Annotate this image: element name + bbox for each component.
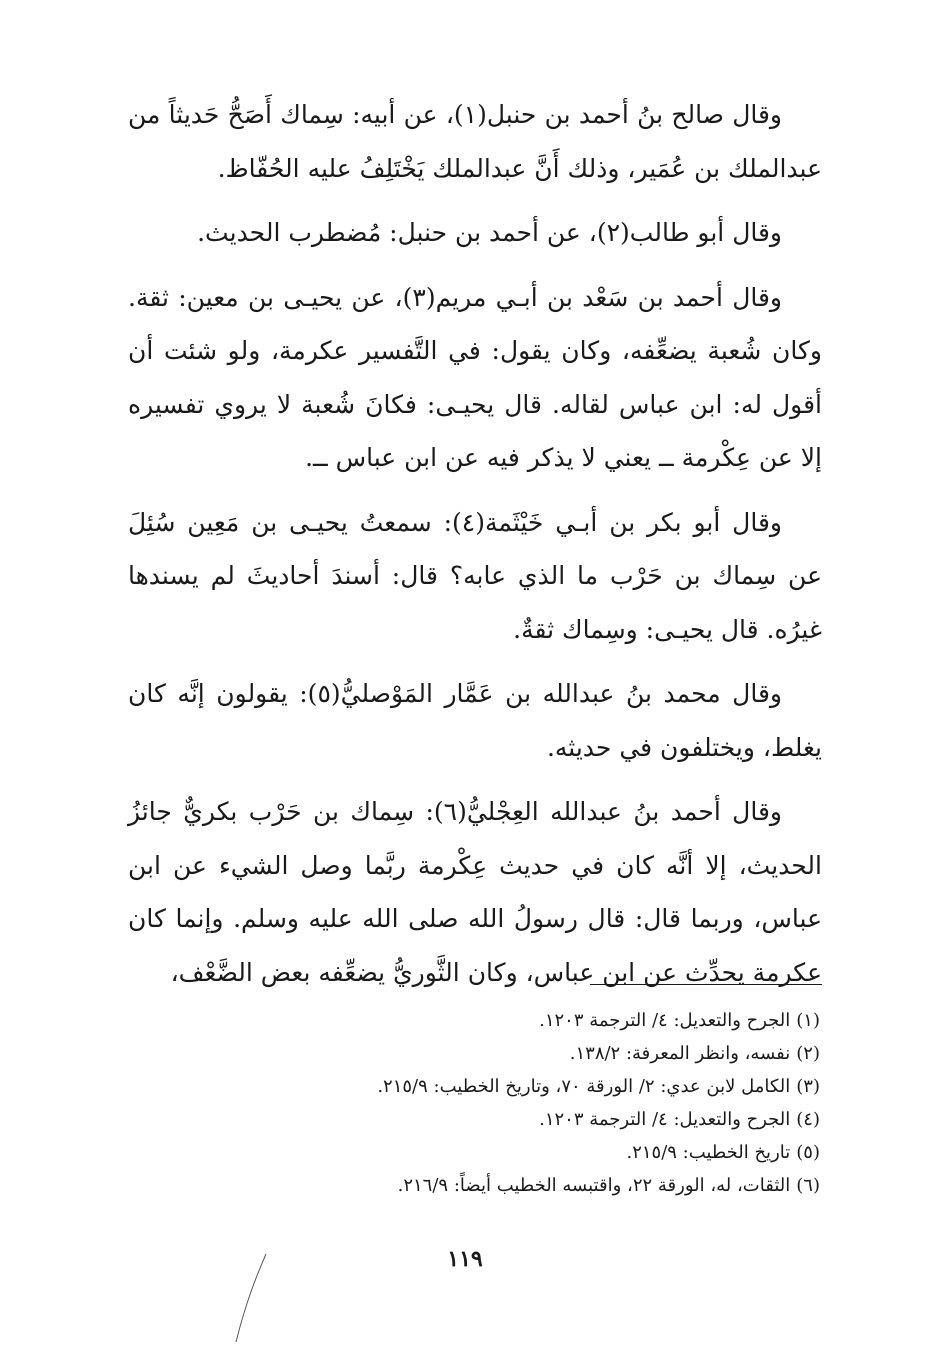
footnote-text: الثقات، له، الورقة ٢٢، واقتبسه الخطيب أيضاً: ٢١٦/٩. (397, 1175, 791, 1196)
paragraph-6: وقال أحمد بنُ عبدالله العِجْليُّ(٦): سِماك بن حَرْب بكريٌّ جائزُ الحديث، إلا أنَّه كان في حديث عِكْرمة ربَّما وصل الشيء عن ابن عباس، وربما قال: قال رسولُ الله صلى الله عليه وسلم. وإنما كان عكرمة يحدِّث عن ابن عباس، وكان الثَّوريُّ يضعِّفه بعض الضَّعْف، (128, 797, 822, 987)
footnote-number: (١) (796, 1010, 820, 1031)
footnote-text: الكامل لابن عدي: ٢/ الورقة ٧٠، وتاريخ الخطيب: ٢١٥/٩. (377, 1076, 791, 1097)
main-text (128, 88, 822, 999)
footnote-number: (٣) (796, 1076, 820, 1097)
footnote-text: الجرح والتعديل: ٤/ الترجمة ١٢٠٣. (539, 1010, 791, 1031)
footnote-separator (590, 984, 822, 985)
footnote-2 (180, 1037, 820, 1070)
footnote-6 (180, 1169, 820, 1202)
footnote-text: تاريخ الخطيب: ٢١٥/٩. (626, 1142, 791, 1163)
footnotes (180, 1004, 820, 1202)
page-number: ١١٩ (447, 1246, 483, 1272)
footnote-1 (180, 1004, 820, 1037)
footnote-3 (180, 1070, 820, 1103)
pencil-mark (226, 1252, 276, 1346)
footnote-number: (٦) (796, 1175, 820, 1196)
paragraph-3: وقال أحمد بن سَعْد بن أبـي مريم(٣)، عن يحيـى بن معين: ثقة. وكان شُعبة يضعِّفه، وكان يقول: في التَّفسير عكرمة، ولو شئت أن أقول له: ابن عباس لقاله. قال يحيـى: فكانَ شُعبة لا يروي تفسيره إلا عن عِكْرمة ــ يعني لا يذكر فيه عن ابن عباس ــ. (128, 282, 822, 472)
footnote-number: (٤) (796, 1109, 820, 1130)
footnote-number: (٥) (796, 1142, 820, 1163)
paragraph-2: وقال أبو طالب(٢)، عن أحمد بن حنبل: مُضطرب الحديث. (197, 218, 782, 247)
footnote-5 (180, 1136, 820, 1169)
footnote-number: (٢) (796, 1043, 820, 1064)
paragraph-4: وقال أبو بكر بن أبـي خَيْثَمة(٤): سمعتُ يحيـى بن مَعِين سُئِلَ عن سِماك بن حَرْب ما الذي عابه؟ قال: أسندَ أحاديثَ لم يسندها غيرُه. قال يحيـى: وسِماك ثقةٌ. (128, 507, 822, 644)
footnote-text: الجرح والتعديل: ٤/ الترجمة ١٢٠٣. (539, 1109, 791, 1130)
footnote-text: نفسه، وانظر المعرفة: ١٣٨/٢. (569, 1043, 791, 1064)
footnote-4 (180, 1103, 820, 1136)
paragraph-5: وقال محمد بنُ عبدالله بن عَمَّار المَوْصليُّ(٥): يقولون إنَّه كان يغلط، ويختلفون في حديثه. (128, 679, 822, 762)
paragraph-1: وقال صالح بنُ أحمد بن حنبل(١)، عن أبيه: سِماك أَصَحُّ حَديثاً من عبدالملك بن عُمَير، وذلك أَنَّ عبدالملك يَخْتَلِفُ عليه الحُفّاظ. (128, 100, 822, 183)
